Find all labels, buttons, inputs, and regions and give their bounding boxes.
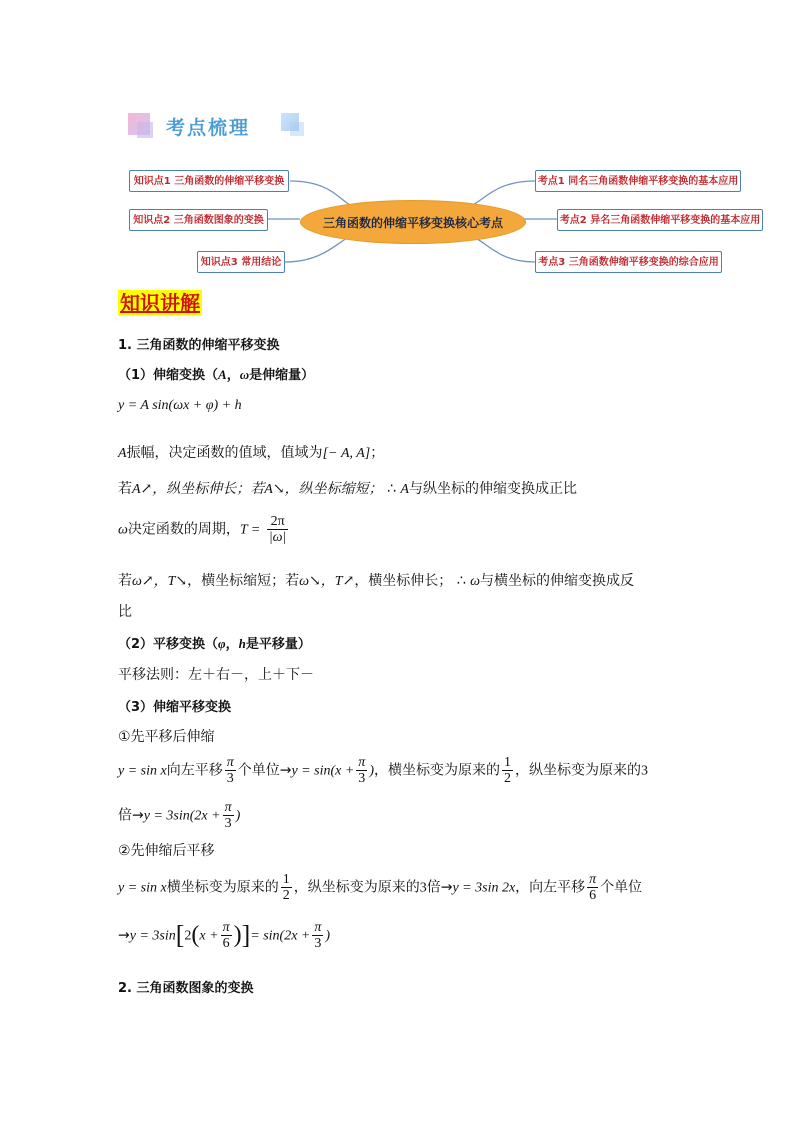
- formula-general: y = A sin(ωx + φ) + h: [118, 398, 242, 413]
- method-2-title: ②先伸缩后平移: [118, 843, 215, 859]
- mindmap-right-node-1: 考点1 同名三角函数伸缩平移变换的基本应用: [535, 170, 741, 192]
- period-rule-line-cont: 比: [118, 604, 132, 620]
- method-2-line-1: y = sin x横坐标变为原来的 $\frac{1}{2}$ ，纵坐标变为原来的3倍→y = 3sin 2x，向左平移 $\frac{\pi}{6}$ 个单位: [118, 872, 643, 903]
- method-1-line-2: 倍→y = 3sin(2x + $\frac{\pi}{3}$ ): [118, 800, 241, 831]
- period-line: ω决定函数的周期，T = $\frac{2\pi}{|\omega|}$: [118, 514, 287, 545]
- heading-1: 1. 三角函数的伸缩平移变换: [118, 338, 280, 353]
- mindmap-right-node-3: 考点3 三角函数伸缩平移变换的综合应用: [535, 251, 722, 273]
- method-1-title: ①先平移后伸缩: [118, 729, 215, 745]
- mindmap-left-node-3: 知识点3 常用结论: [197, 251, 285, 273]
- translation-rule: 平移法则：左＋右－，上＋下－: [118, 667, 314, 683]
- period-rule-line: 若ω↗，T↘，横坐标缩短；若ω↘，T↗，横坐标伸长； ∴ ω与横坐标的伸缩变换成反: [118, 573, 635, 589]
- amplitude-line: A振幅，决定函数的值域，值域为[− A, A]；: [118, 445, 385, 461]
- subheading-3: （3）伸缩平移变换: [118, 700, 232, 715]
- method-1-line-1: y = sin x向左平移 $\frac{\pi}{3}$ 个单位→y = sin(x + $\frac{\pi}{3}$ )，横坐标变为原来的 $\frac{1}{2}$ ，纵坐标变为原来的3: [118, 755, 648, 786]
- mindmap-left-node-1: 知识点1 三角函数的伸缩平移变换: [129, 170, 289, 192]
- mindmap-center-node: 三角函数的伸缩平移变换核心考点: [300, 200, 526, 244]
- subheading-2: （2）平移变换（φ，h是平移量）: [118, 636, 311, 652]
- mindmap-left-node-2: 知识点2 三角函数图象的变换: [129, 209, 268, 231]
- heading-2: 2. 三角函数图象的变换: [118, 981, 254, 996]
- section-heading: 知识讲解: [120, 291, 200, 315]
- amplitude-rule-line: 若A↗，纵坐标伸长；若A↘，纵坐标缩短； ∴ A与纵坐标的伸缩变换成正比: [118, 481, 577, 497]
- banner-title: 考点梳理: [166, 117, 251, 139]
- mindmap-right-node-2: 考点2 异名三角函数伸缩平移变换的基本应用: [557, 209, 763, 231]
- method-2-line-2: →y = 3sin[2(x + $\frac{\pi}{6}$ )]= sin(2x + $\frac{\pi}{3}$ ): [118, 920, 331, 951]
- subheading-1: （1）伸缩变换（A，ω是伸缩量）: [118, 367, 315, 383]
